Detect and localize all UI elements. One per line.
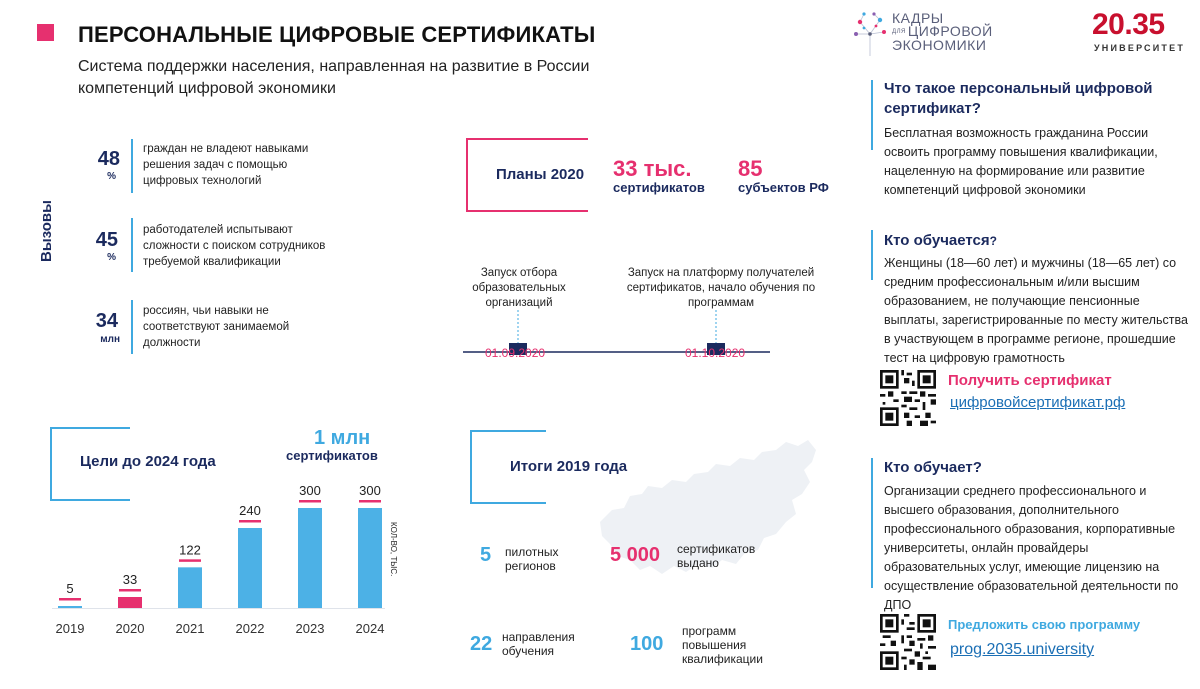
timeline-event-text: Запуск на платформу получателей сертификатов, начало обучения по программам [626,267,816,309]
stat-value: 48 [97,148,120,170]
chart-value-marker [239,520,261,523]
stat-divider [131,300,133,354]
result-value: 5 [480,544,492,566]
get-certificate-link[interactable]: цифровойсертификат.рф [950,394,1126,411]
stat-description: россиян, чьи навыки не соответствуют занимаемой должности [143,305,290,349]
chart-tick-label: 2023 [295,621,325,636]
chart-bar [238,528,262,608]
chart-ylabel: КОЛ-ВО, ТЫС. [389,522,398,577]
page-subtitle: Система поддержки населения, направленная на развитие в России компетенций цифровой экономики [78,58,590,97]
result-label: направления обучения [502,630,575,658]
result-label: сертификатов выдано [677,542,756,570]
chart-tick-label: 2021 [175,621,205,636]
plans-certs-label: сертификатов [613,180,705,195]
chart-value-label: 122 [179,542,201,558]
timeline-date: 01.09.2020 [485,346,546,360]
chart-value-label: 300 [299,483,321,498]
goals-big-value: 1 млн [314,427,371,449]
chart-bar [178,567,202,608]
chart-bar [358,508,382,608]
chart-value-label: 300 [359,483,381,498]
chart-value-marker [299,500,321,503]
stat-divider [131,139,133,193]
page-title: ПЕРСОНАЛЬНЫЕ ЦИФРОВЫЕ СЕРТИФИКАТЫ [78,22,596,47]
chart-value-marker [119,589,141,592]
get-certificate-qr-icon[interactable] [880,370,936,426]
chart-value-marker [179,559,201,562]
university-label: УНИВЕРСИТЕТ [1094,43,1186,53]
offer-program-qr-icon[interactable] [880,614,936,670]
accent-square [37,24,54,41]
result-value: 5 000 [610,544,661,566]
plans-regions-label: субъектов РФ [738,180,829,195]
who-teaches-title: Кто обучает? [884,459,982,476]
get-certificate-title: Получить сертификат [948,372,1112,389]
goals-bar-chart [40,470,410,645]
section-divider [871,458,873,588]
russia-map-icon [590,430,820,600]
goals-title: Цели до 2024 года [80,453,216,470]
stat-unit: млн [100,334,120,345]
plans-regions-value: 85 [738,156,763,181]
stat-description: работодателей испытывают сложности с поиском сотрудников требуемой квалификации [143,224,326,268]
chart-tick-label: 2024 [355,621,385,636]
who-teaches-text: Организации среднего профессионального и высшего образования, дополнительного профессионального образования, корпоративные университеты, онлайн провайдеры образовательных услуг, имеющие лицензию на осуществление образовательной деятельности по ДПО [884,484,1179,612]
chart-bar [298,508,322,608]
result-value: 22 [470,633,493,655]
section-divider [871,230,873,280]
stat-unit: % [107,171,116,182]
what-is-title: Что такое персональный цифровой сертификат? [884,80,1153,117]
chart-tick-label: 2022 [235,621,265,636]
stat-unit: % [107,252,116,263]
chart-tick-label: 2020 [115,621,145,636]
plans-certs-value: 33 тыс. [613,156,692,181]
plans-title: Планы 2020 [496,166,585,183]
chart-value-label: 33 [122,572,138,587]
result-label: пилотных регионов [505,545,559,573]
who-learns-text: Женщины (18—60 лет) и мужчины (18—65 лет) со средним профессиональным и/или высшим образованием, не получающие пенсионные выплаты, зарегистрированные по месту жительства в участвующем в программе регионе, прошедшие тест на цифровую грамотность [884,256,1188,365]
chart-bar [58,606,82,608]
chart-value-marker [59,598,81,601]
offer-program-link[interactable]: prog.2035.university [950,641,1095,658]
section-divider [871,80,873,150]
timeline-event-text: Запуск отбора образовательных организаций [472,267,566,309]
who-learns-title: Кто обучается? [884,232,997,249]
challenges-label: Вызовы [38,200,55,262]
chart-value-label: 5 [66,581,74,596]
offer-program-title: Предложить свою программу [948,617,1141,632]
stat-value: 45 [95,229,118,251]
stat-value: 34 [95,310,118,332]
result-value: 100 [630,633,664,655]
stat-divider [131,218,133,272]
kadry-logo-text: КАДРЫ ДЛЯ ЦИФРОВОЙ ЭКОНОМИКИ [892,10,993,53]
results-title: Итоги 2019 года [510,458,628,475]
result-label: программ повышения квалификации [682,624,763,666]
chart-tick-label: 2019 [55,621,85,636]
chart-bar [118,597,142,608]
chart-value-marker [359,500,381,503]
university-2035-logo: 20.35 [1092,8,1165,41]
chart-value-label: 240 [239,503,261,518]
goals-big-label: сертификатов [286,448,378,463]
stat-description: граждан не владеют навыками решения задач с помощью цифровых технологий [143,143,309,187]
what-is-text: Бесплатная возможность гражданина России освоить программу повышения квалификации, нацеленную на формирование или развитие компетенций цифровой экономики [884,126,1158,197]
timeline-date: 01.10.2020 [685,346,746,360]
